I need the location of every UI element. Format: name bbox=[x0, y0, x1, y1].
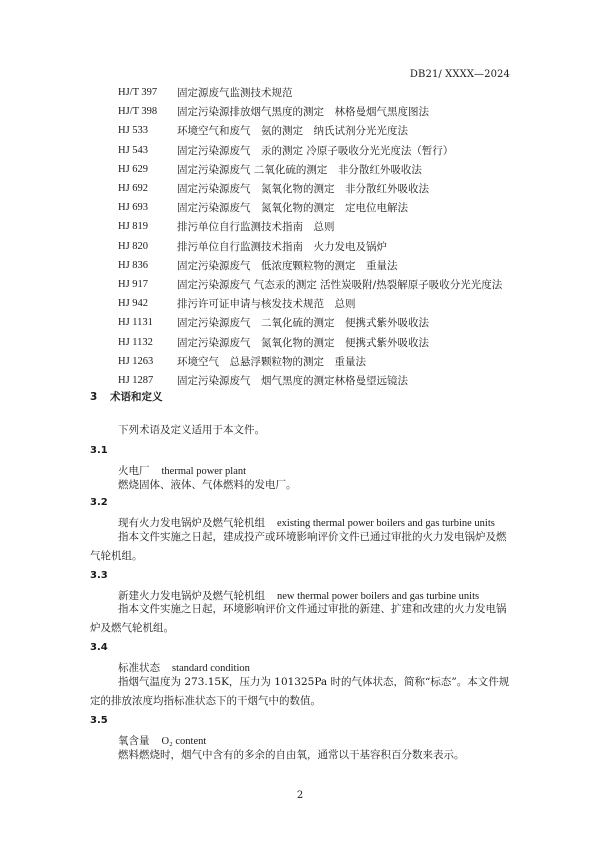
clause-number: 3.3 bbox=[90, 570, 108, 581]
standard-title: 固定污染源废气 氮氧化物的测定 便携式紫外吸收法 bbox=[177, 336, 429, 349]
standard-code: HJ 819 bbox=[118, 221, 149, 233]
standard-title: 排污单位自行监测技术指南 火力发电及锅炉 bbox=[177, 240, 387, 253]
term-english: standard condition bbox=[172, 663, 250, 674]
list-item bbox=[118, 256, 538, 275]
standard-title: 排污单位自行监测技术指南 总则 bbox=[177, 221, 335, 234]
document-code-header: DB21/ XXXX—2024 bbox=[409, 69, 510, 80]
standard-title: 固定污染源废气 汞的测定 冷原子吸收分光光度法（暂行） bbox=[177, 144, 454, 157]
standard-title: 固定污染源废气 氮氧化物的测定 定电位电解法 bbox=[177, 202, 408, 215]
clause-number: 3.4 bbox=[90, 642, 108, 653]
standard-code: HJ 693 bbox=[118, 202, 149, 214]
standard-code: HJ 1287 bbox=[118, 374, 154, 386]
term-definition: 指本文件实施之日起，环境影响评价文件通过审批的新建、扩建和改建的火力发电锅炉及燃气轮机组。 bbox=[90, 603, 507, 634]
term-english: existing thermal power boilers and gas turbine units bbox=[277, 518, 495, 529]
standard-code: HJ 1132 bbox=[118, 336, 153, 348]
standard-code: HJ 1263 bbox=[118, 355, 154, 367]
list-item bbox=[118, 83, 538, 102]
standard-title: 固定污染源废气 二氧化硫的测定 非分散红外吸收法 bbox=[177, 163, 422, 176]
term-chinese: 现有火力发电锅炉及燃气轮机组 bbox=[118, 517, 265, 529]
term-chinese: 新建火力发电锅炉及燃气轮机组 bbox=[118, 590, 265, 602]
list-item bbox=[118, 237, 538, 256]
list-item bbox=[118, 332, 538, 351]
standard-title: 固定污染源废气 低浓度颗粒物的测定 重量法 bbox=[177, 259, 398, 272]
standard-code: HJ 533 bbox=[118, 125, 149, 137]
standard-title: 固定污染源废气 二氧化硫的测定 便携式紫外吸收法 bbox=[177, 317, 429, 330]
standard-title: 环境空气 总悬浮颗粒物的测定 重量法 bbox=[177, 355, 366, 368]
standard-title: 固定污染源废气 烟气黑度的测定林格曼望远镜法 bbox=[177, 374, 408, 387]
normative-references-list bbox=[118, 83, 538, 390]
term-definition: 指烟气温度为 273.15K，压力为 101325Pa 时的气体状态，简称“标态”。本文件规定的排放浓度均指标准状态下的干烟气中的数值。 bbox=[90, 676, 510, 707]
list-item bbox=[118, 294, 538, 313]
section-title: 术语和定义 bbox=[110, 391, 163, 403]
list-item bbox=[118, 371, 538, 390]
list-item bbox=[118, 198, 538, 217]
term-chinese: 氧含量 bbox=[118, 735, 150, 747]
term-chinese: 火电厂 bbox=[118, 465, 150, 477]
list-item bbox=[118, 352, 538, 371]
section-intro: 下列术语及定义适用于本文件。 bbox=[118, 424, 265, 436]
standard-code: HJ 836 bbox=[118, 259, 149, 271]
term-definition: 燃烧固体、液体、气体燃料的发电厂。 bbox=[118, 479, 297, 491]
list-item bbox=[118, 217, 538, 236]
standard-title: 固定污染源废气 氮氧化物的测定 非分散红外吸收法 bbox=[177, 183, 429, 196]
standard-title: 固定污染源废气 气态汞的测定 活性炭吸附/热裂解原子吸收分光光度法 bbox=[177, 278, 503, 291]
standard-code: HJ 1131 bbox=[118, 317, 153, 329]
list-item bbox=[118, 275, 538, 294]
term-english: O₂ content bbox=[161, 736, 207, 747]
term-chinese: 标准状态 bbox=[118, 662, 160, 674]
term-definition: 燃料燃烧时，烟气中含有的多余的自由氧，通常以干基容积百分数来表示。 bbox=[118, 749, 465, 761]
list-item bbox=[118, 102, 538, 121]
section-number: 3 bbox=[90, 391, 98, 403]
list-item bbox=[118, 141, 538, 160]
term-english: thermal power plant bbox=[161, 466, 247, 477]
standard-title: 排污许可证申请与核发技术规范 总则 bbox=[177, 298, 356, 311]
list-item bbox=[118, 313, 538, 332]
standard-code: HJ 917 bbox=[118, 278, 149, 290]
clause-number: 3.2 bbox=[90, 497, 108, 508]
standard-code: HJ 820 bbox=[118, 240, 149, 252]
standard-title: 固定源废气监测技术规范 bbox=[177, 87, 293, 100]
clause-number: 3.1 bbox=[90, 445, 108, 456]
term-definition: 指本文件实施之日起，建成投产或环境影响评价文件已通过审批的火力发电锅炉及燃气轮机组。 bbox=[90, 531, 507, 562]
standard-code: HJ 942 bbox=[118, 298, 149, 310]
list-item bbox=[118, 179, 538, 198]
page-number: 2 bbox=[296, 790, 304, 801]
standard-code: HJ/T 397 bbox=[118, 87, 158, 99]
standard-code: HJ 692 bbox=[118, 183, 149, 195]
clause-number: 3.5 bbox=[90, 715, 108, 726]
list-item bbox=[118, 121, 538, 140]
standard-title: 固定污染源排放烟气黑度的测定 林格曼烟气黑度图法 bbox=[177, 106, 429, 119]
list-item bbox=[118, 160, 538, 179]
standard-code: HJ 543 bbox=[118, 144, 149, 156]
standard-code: HJ 629 bbox=[118, 163, 149, 175]
standard-title: 环境空气和废气 氨的测定 纳氏试剂分光光度法 bbox=[177, 125, 408, 138]
section-heading bbox=[90, 389, 163, 404]
standard-code: HJ/T 398 bbox=[118, 106, 158, 118]
term-english: new thermal power boilers and gas turbine units bbox=[277, 591, 480, 602]
